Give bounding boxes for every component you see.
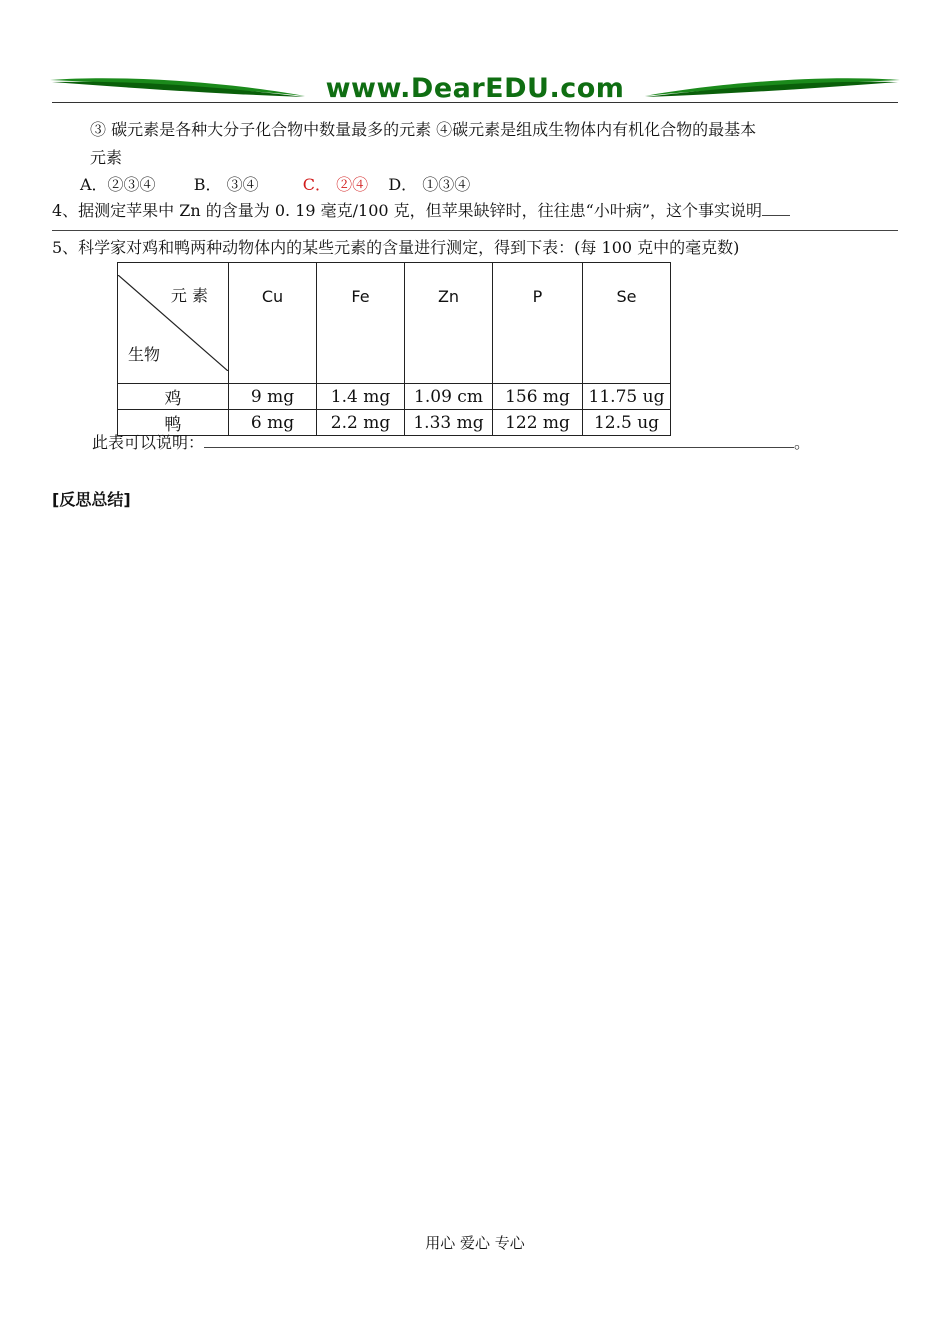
conclusion-label: 此表可以说明：	[92, 433, 205, 452]
header-rule	[52, 102, 898, 103]
table-cell: 1.4 mg	[317, 384, 405, 410]
table-cell: 2.2 mg	[317, 410, 405, 436]
q4-answer-line	[52, 230, 898, 231]
table-cell: 156 mg	[493, 384, 583, 410]
row-label: 鸡	[118, 384, 229, 410]
choice-a: A．②③④	[80, 175, 156, 194]
choice-d: D． ①③④	[388, 175, 471, 194]
table-cell: 12.5 ug	[583, 410, 671, 436]
q5-question: 5、科学家对鸡和鸭两种动物体内的某些元素的含量进行测定，得到下表：(每 100 克中的毫克数)	[52, 238, 740, 257]
site-header-banner	[50, 70, 900, 106]
corner-label-elements: 元 素	[170, 286, 208, 305]
table-row	[118, 384, 671, 410]
conclusion-end: 。	[794, 433, 811, 452]
column-header: Cu	[229, 263, 317, 384]
element-content-table	[117, 262, 671, 436]
section-title: [反思总结]	[52, 490, 131, 509]
conclusion-answer-blank	[204, 446, 794, 448]
q4-text: 4、据测定苹果中 Zn 的含量为 0. 19 毫克/100 克，但苹果缺锌时，往往患“小叶病”，这个事实说明	[52, 201, 763, 220]
column-header: Fe	[317, 263, 405, 384]
row-label: 鸭	[118, 410, 229, 436]
corner-label-organisms: 生物	[128, 345, 161, 364]
column-header: Zn	[405, 263, 493, 384]
q4-answer-blank	[762, 214, 790, 216]
choice-b: B． ③④	[193, 175, 259, 194]
column-header: Se	[583, 263, 671, 384]
q3-option-line-cont: 元素	[90, 148, 123, 167]
table-cell: 1.33 mg	[405, 410, 493, 436]
table-cell: 122 mg	[493, 410, 583, 436]
page-footer: 用心 爱心 专心	[425, 1234, 525, 1252]
table-cell: 6 mg	[229, 410, 317, 436]
choice-c-answer: C． ②④	[302, 175, 369, 194]
site-logo-text: www.DearEDU.com	[325, 73, 625, 104]
table-cell: 1.09 cm	[405, 384, 493, 410]
q3-choices	[80, 172, 470, 195]
column-header: P	[493, 263, 583, 384]
table-corner-cell	[118, 263, 229, 384]
table-cell: 9 mg	[229, 384, 317, 410]
table-cell: 11.75 ug	[583, 384, 671, 410]
q4-question	[52, 198, 790, 221]
q5-conclusion	[92, 430, 810, 453]
q3-option-line: ③ 碳元素是各种大分子化合物中数量最多的元素 ④碳元素是组成生物体内有机化合物的最基本	[90, 120, 757, 139]
